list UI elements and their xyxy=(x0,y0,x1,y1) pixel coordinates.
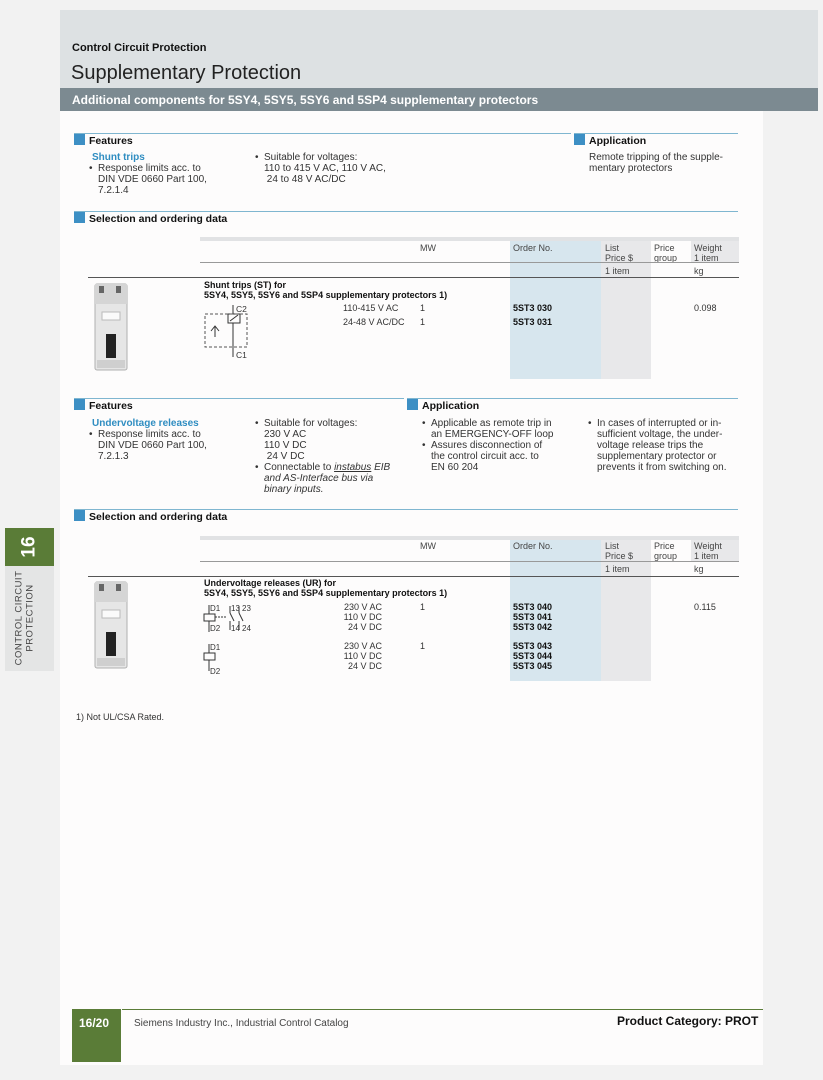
table2-group2-mw: 1 xyxy=(420,641,426,651)
table1-row1-mw: 1 xyxy=(420,303,426,313)
product-name-undervoltage: Undervoltage releases xyxy=(92,418,199,429)
table1-row1-order: 5ST3 030 xyxy=(513,303,553,313)
undervoltage-release-product-image xyxy=(92,580,132,672)
feature-bullet: • Response limits acc. to DIN VDE 0660 Part 100, 7.2.1.3 xyxy=(89,429,207,462)
application-bullet: • Assures disconnection of the control circuit acc. to EN 60 204 xyxy=(422,440,542,473)
feature-bullet-bus: • Connectable to instabus EIB and AS-Interface bus via binary inputs. xyxy=(255,462,390,495)
page-title: Supplementary Protection xyxy=(71,62,302,84)
table2-group2-voltages: 230 V AC 110 V DC 24 V DC xyxy=(343,641,382,671)
header-divider xyxy=(200,262,739,263)
col-mw: MW xyxy=(420,541,436,551)
heading-marker xyxy=(74,212,85,223)
application-bullet: • In cases of interrupted or in- sufficient voltage, the under- voltage release trips the supplementary protector or prevents it from switching on. xyxy=(588,418,727,473)
product-name-shunt-trips: Shunt trips xyxy=(92,152,145,163)
table1-row2-voltage: 24-48 V AC/DC xyxy=(343,317,405,327)
chapter-label: CONTROL CIRCUIT PROTECTION xyxy=(13,570,36,666)
heading-marker xyxy=(74,134,85,145)
terminal-13: 13 xyxy=(231,604,240,613)
order-col-bg xyxy=(510,278,601,379)
terminal-14: 14 xyxy=(231,624,240,633)
application-heading-1: Application xyxy=(574,133,738,148)
table2-group2-orders: 5ST3 043 5ST3 044 5ST3 045 xyxy=(513,641,553,671)
footer-publisher: Siemens Industry Inc., Industrial Control Catalog xyxy=(134,1018,349,1029)
table2-group1-voltages: 230 V AC 110 V DC 24 V DC xyxy=(343,602,382,632)
table1-row2-mw: 1 xyxy=(420,317,426,327)
terminal-23: 23 xyxy=(242,604,251,613)
col-order-no: Order No. xyxy=(513,541,553,551)
selection-heading-1: Selection and ordering data xyxy=(74,211,738,226)
chapter-number-box xyxy=(5,528,54,566)
page-number-box xyxy=(72,1009,121,1062)
application-bullet: • Applicable as remote trip in an EMERGENCY-OFF loop xyxy=(422,418,553,440)
terminal-d2: D2 xyxy=(210,667,221,676)
table1-title: Shunt trips (ST) for 5SY4, 5SY5, 5SY6 and 5SP4 supplementary protectors 1) xyxy=(204,280,448,300)
col-order-no: Order No. xyxy=(513,243,553,253)
feature-bullet: • Response limits acc. to DIN VDE 0660 Part 100, 7.2.1.4 xyxy=(89,163,207,196)
price-col-bg xyxy=(601,577,651,681)
table-top-bar xyxy=(200,237,739,241)
features-heading-2: Features xyxy=(74,398,404,413)
page-number: 16/20 xyxy=(79,1016,110,1030)
application-heading-2: Application xyxy=(407,398,738,413)
terminal-c2: C2 xyxy=(236,304,247,314)
col-mw: MW xyxy=(420,243,436,253)
selection-heading-2: Selection and ordering data xyxy=(74,509,738,524)
table1-row1-voltage: 110-415 V AC xyxy=(343,303,399,313)
heading-marker xyxy=(574,134,585,145)
terminal-c1: C1 xyxy=(236,350,247,360)
table1-row1-weight: 0.098 xyxy=(694,303,717,313)
subtitle-bar xyxy=(60,88,818,111)
table2-group1-mw: 1 xyxy=(420,602,426,612)
section-label: Control Circuit Protection xyxy=(72,42,207,54)
col-unit-price: 1 item xyxy=(605,266,630,276)
terminal-d2: D2 xyxy=(210,624,221,633)
footer-category: Product Category: PROT xyxy=(617,1014,759,1028)
terminal-d1: D1 xyxy=(210,604,221,613)
col-list-price: List Price $ xyxy=(605,243,634,263)
feature-bullet: • Suitable for voltages: 110 to 415 V AC, 110 V AC, 24 to 48 V AC/DC xyxy=(255,152,386,185)
header-divider xyxy=(200,561,739,562)
col-weight: Weight 1 item xyxy=(694,243,722,263)
terminal-d1: D1 xyxy=(210,643,221,652)
heading-marker xyxy=(74,510,85,521)
col-unit-weight: kg xyxy=(694,564,704,574)
table2-group1-weight: 0.115 xyxy=(694,602,716,612)
subtitle: Additional components for 5SY4, 5SY5, 5SY6 and 5SP4 supplementary protectors xyxy=(72,93,539,107)
application-text: Remote tripping of the supple- mentary protectors xyxy=(589,152,723,174)
footer-rule xyxy=(122,1009,763,1010)
table2-group1-orders: 5ST3 040 5ST3 041 5ST3 042 xyxy=(513,602,553,632)
col-weight: Weight 1 item xyxy=(694,541,722,561)
chapter-tab[interactable] xyxy=(5,528,54,671)
footnote: 1) Not UL/CSA Rated. xyxy=(76,712,165,722)
col-price-group: Price group xyxy=(654,243,678,263)
feature-bullet: • Suitable for voltages: 230 V AC 110 V DC 24 V DC xyxy=(255,418,357,462)
features-heading-1: Features xyxy=(74,133,571,148)
heading-marker xyxy=(74,399,85,410)
col-price-group: Price group xyxy=(654,541,678,561)
table2-title: Undervoltage releases (UR) for 5SY4, 5SY5, 5SY6 and 5SP4 supplementary protectors 1) xyxy=(204,578,448,598)
heading-marker xyxy=(407,399,418,410)
col-list-price: List Price $ xyxy=(605,541,634,561)
table-top-bar xyxy=(200,536,739,540)
col-unit-price: 1 item xyxy=(605,564,630,574)
table1-row2-order: 5ST3 031 xyxy=(513,317,553,327)
shunt-trip-product-image xyxy=(92,282,132,374)
chapter-number: 16 xyxy=(18,536,40,558)
chapter-label-box xyxy=(5,566,54,671)
terminal-24: 24 xyxy=(242,624,251,633)
header-band xyxy=(60,10,818,88)
col-unit-weight: kg xyxy=(694,266,704,276)
price-col-bg xyxy=(601,278,651,379)
